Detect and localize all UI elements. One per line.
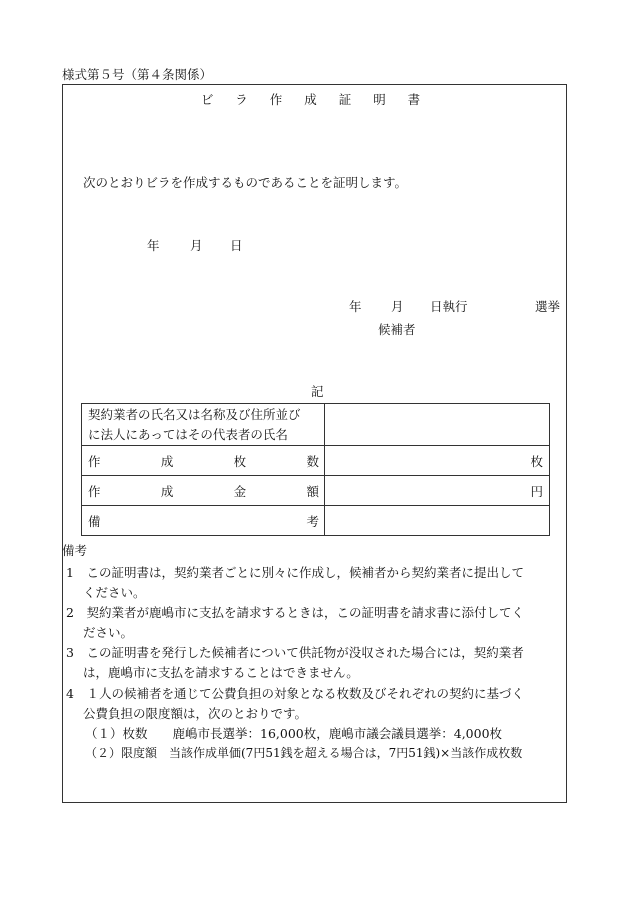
amount-char: 額 — [306, 483, 319, 499]
detail-table — [81, 403, 550, 536]
sheet-count-label-cell — [82, 446, 325, 476]
remarks-char: 考 — [306, 513, 319, 529]
document-title: ビ ラ 作 成 証 明 書 — [200, 92, 430, 107]
amount-char: 成 — [160, 483, 174, 499]
table-row — [82, 506, 550, 536]
date-year-label: 年 — [147, 238, 160, 253]
note-line: （２）限度額 当該作成単価(7円51銭を超える場合は，7円51銭)×当該作成枚数 — [85, 746, 523, 760]
remarks-char: 備 — [88, 513, 101, 529]
candidate-label: 候補者 — [378, 322, 416, 337]
note-line: 1 この証明書は，契約業者ごとに別々に作成し，候補者から契約業者に提出して — [66, 565, 524, 580]
note-line: 公費負担の限度額は，次のとおりです。 — [83, 706, 308, 721]
note-line: 2 契約業者が鹿嶋市に支払を請求するときは，この証明書を請求書に添付してく — [66, 605, 524, 620]
table-row — [82, 404, 550, 446]
note-line: ください。 — [83, 585, 146, 600]
sheet-count-char: 成 — [160, 453, 174, 469]
contractor-label-line2: に法人にあってはその代表者の氏名 — [88, 426, 288, 442]
contractor-label-line1: 契約業者の氏名又は名称及び住所並び — [88, 406, 301, 422]
table-row — [82, 476, 550, 506]
table-row — [82, 446, 550, 476]
sheet-count-char: 数 — [306, 453, 319, 469]
certification-statement: 次のとおりビラを作成するものであることを証明します。 — [83, 175, 408, 190]
notes-heading: 備考 — [62, 543, 88, 558]
remarks-value-cell[interactable] — [325, 506, 550, 536]
election-month-label: 月 — [391, 299, 404, 314]
sheet-count-char: 枚 — [233, 453, 247, 469]
amount-label-cell — [82, 476, 325, 506]
note-line: 4 １人の候補者を通じて公費負担の対象となる枚数及びそれぞれの契約に基づく — [66, 686, 524, 701]
note-line: （１）枚数 鹿嶋市長選挙：16,000枚，鹿嶋市議会議員選挙：4,000枚 — [85, 726, 503, 741]
amount-char: 金 — [233, 483, 247, 499]
contractor-value-cell[interactable] — [325, 404, 550, 446]
amount-char: 作 — [88, 483, 101, 499]
ki-label: 記 — [311, 384, 324, 399]
sheet-unit: 枚 — [530, 453, 543, 469]
election-type-label: 選挙 — [535, 299, 561, 314]
election-year-label: 年 — [349, 299, 362, 314]
note-line: 3 この証明書を発行した候補者について供託物が没収された場合には，契約業者 — [66, 645, 524, 660]
election-executed-label: 日執行 — [430, 299, 468, 314]
date-month-label: 月 — [190, 238, 203, 253]
sheet-count-value-cell[interactable] — [325, 446, 550, 476]
date-day-label: 日 — [230, 238, 243, 253]
contractor-label-cell — [82, 404, 325, 446]
amount-value-cell[interactable] — [325, 476, 550, 506]
sheet-count-char: 作 — [88, 453, 101, 469]
note-line: ださい。 — [83, 625, 134, 640]
form-number: 様式第５号（第４条関係） — [62, 67, 213, 82]
yen-unit: 円 — [530, 483, 543, 499]
remarks-label-cell — [82, 506, 325, 536]
note-line: は，鹿嶋市に支払を請求することはできません。 — [83, 665, 359, 680]
